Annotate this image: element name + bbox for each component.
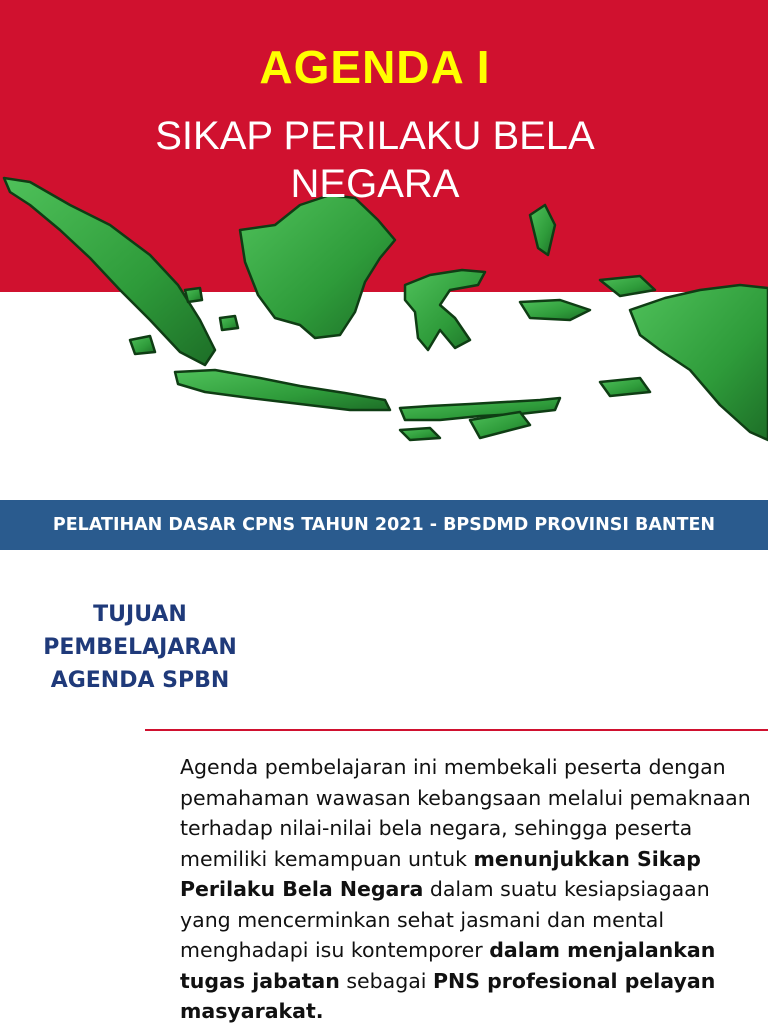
island-java (175, 370, 390, 410)
agenda-title: AGENDA I (259, 41, 491, 93)
section-heading-line3: AGENDA SPBN (50, 668, 230, 693)
objective-bold-2: dalam menjalankan tugas jabatan (180, 938, 716, 993)
objective-bold-3: PNS profesional pelayan masyarakat. (180, 968, 716, 1023)
objective-text-1: Agenda pembelajaran ini membekali peserta dengan pemahaman wawasan kebangsaan melalui pemaknaan terhadap nilai-nilai bela negara, sehingga peserta memiliki kemampuan untuk (180, 755, 751, 871)
island-small-6 (220, 316, 238, 330)
island-sulawesi (405, 270, 485, 350)
objective-text-2: dalam suatu kesiapsiagaan yang mencerminkan sehat jasmani dan mental menghadapi isu kontemporer (180, 877, 710, 962)
island-nusa-tenggara (400, 398, 560, 420)
island-small-5 (185, 288, 202, 302)
island-small-3 (600, 378, 650, 396)
section-heading-line1: TUJUAN (93, 602, 187, 627)
island-maluku (530, 205, 555, 255)
objective-paragraph (180, 752, 760, 1024)
objective-bold-1: menunjukkan Sikap Perilaku Bela Negara (180, 846, 701, 901)
island-papua (630, 285, 768, 440)
hero-section (0, 0, 768, 500)
island-small-4 (130, 336, 155, 354)
island-small-1 (400, 428, 440, 440)
objective-text-3: sebagai (339, 968, 434, 993)
section-divider (145, 729, 768, 731)
section-heading-line2: PEMBELAJARAN (43, 635, 237, 660)
island-halmahera (520, 300, 590, 320)
section-heading (20, 598, 260, 697)
island-kalimantan (240, 195, 395, 338)
agenda-subtitle: SIKAP PERILAKU BELA NEGARA (155, 114, 595, 206)
training-banner: PELATIHAN DASAR CPNS TAHUN 2021 - BPSDMD PROVINSI BANTEN (0, 500, 768, 550)
island-seram (600, 276, 655, 296)
